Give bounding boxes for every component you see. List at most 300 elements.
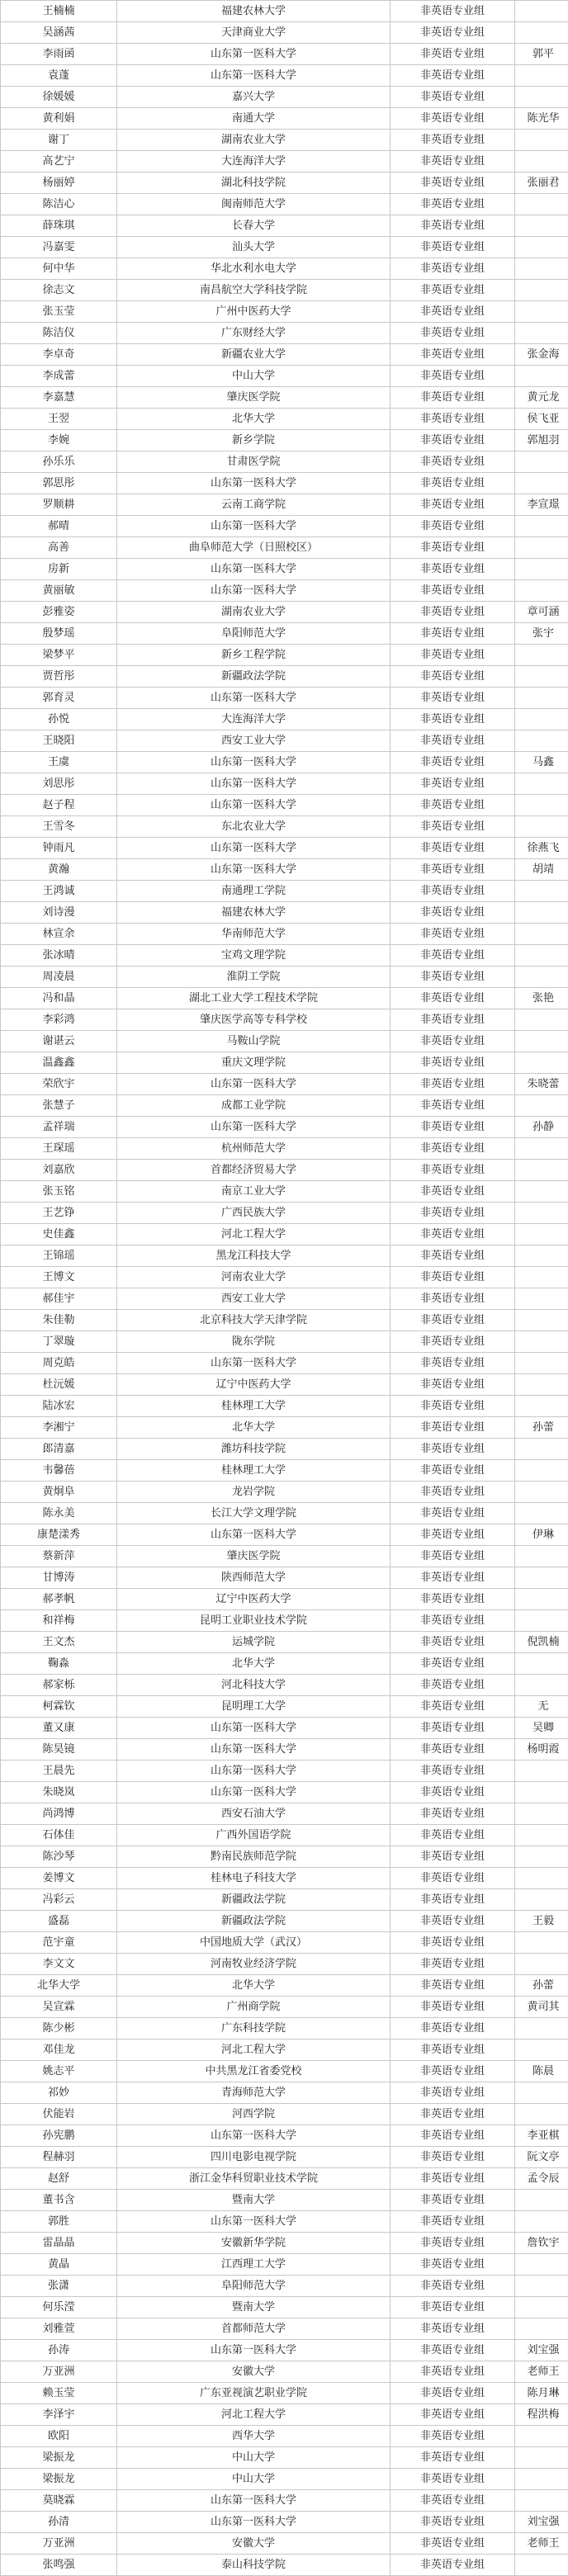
group-cell: 非英语专业组 [390, 516, 515, 537]
teacher-cell: 孙蕾 [515, 1417, 568, 1439]
teacher-cell [515, 709, 568, 730]
table-row [1, 215, 568, 237]
name-cell: 姜博文 [1, 1868, 117, 1889]
teacher-cell [515, 730, 568, 752]
teacher-cell [515, 516, 568, 537]
school-cell: 东北农业大学 [117, 816, 390, 838]
teacher-cell: 老师王 [515, 2361, 568, 2383]
name-cell: 尚鸿博 [1, 1803, 117, 1825]
table-row [1, 409, 568, 430]
name-cell: 孙涛 [1, 2340, 117, 2361]
school-cell: 山东第一医科大学 [117, 44, 390, 65]
name-cell: 柯霖钦 [1, 1696, 117, 1718]
group-cell: 非英语专业组 [390, 2361, 515, 2383]
group-cell: 非英语专业组 [390, 602, 515, 623]
group-cell: 非英语专业组 [390, 2533, 515, 2555]
name-cell: 荣欣宇 [1, 1074, 117, 1095]
school-cell: 昆明理工大学 [117, 1696, 390, 1718]
table-row [1, 516, 568, 537]
teacher-cell [515, 280, 568, 301]
group-cell: 非英语专业组 [390, 1696, 515, 1718]
school-cell: 山东第一医科大学 [117, 580, 390, 602]
table-row [1, 1203, 568, 1224]
group-cell: 非英语专业组 [390, 1460, 515, 1482]
group-cell: 非英语专业组 [390, 1052, 515, 1074]
table-row [1, 1954, 568, 1975]
table-row [1, 1632, 568, 1653]
teacher-cell [515, 2555, 568, 2576]
table-row [1, 1374, 568, 1396]
school-cell: 江西理工大学 [117, 2254, 390, 2276]
table-row [1, 237, 568, 258]
group-cell: 非英语专业组 [390, 194, 515, 215]
school-cell: 汕头大学 [117, 237, 390, 258]
name-cell: 王艺铮 [1, 1203, 117, 1224]
school-cell: 山东第一医科大学 [117, 752, 390, 773]
school-cell: 中共黑龙江省委党校 [117, 2061, 390, 2082]
table-row [1, 1074, 568, 1095]
name-cell: 吴涵茜 [1, 22, 117, 44]
name-cell: 周凌晨 [1, 967, 117, 988]
school-cell: 北华大学 [117, 1653, 390, 1675]
group-cell: 非英语专业组 [390, 1117, 515, 1138]
school-cell: 运城学院 [117, 1632, 390, 1653]
school-cell: 桂林电子科技大学 [117, 1868, 390, 1889]
teacher-cell: 朱晓蕾 [515, 1074, 568, 1095]
name-cell: 陆冰宏 [1, 1396, 117, 1417]
teacher-cell [515, 902, 568, 924]
name-cell: 王锦瑶 [1, 1245, 117, 1267]
teacher-cell: 詹钦宇 [515, 2233, 568, 2254]
school-cell: 肇庆医学高等专科学校 [117, 1009, 390, 1031]
group-cell: 非英语专业组 [390, 494, 515, 516]
group-cell: 非英语专业组 [390, 215, 515, 237]
teacher-cell: 孙蕾 [515, 1975, 568, 1997]
group-cell: 非英语专业组 [390, 580, 515, 602]
table-row [1, 2297, 568, 2318]
group-cell: 非英语专业组 [390, 1761, 515, 1782]
teacher-cell [515, 1052, 568, 1074]
school-cell: 嘉兴大学 [117, 87, 390, 108]
name-cell: 赵子程 [1, 795, 117, 816]
name-cell: 朱佳勒 [1, 1310, 117, 1331]
name-cell: 欧阳 [1, 2426, 117, 2447]
group-cell: 非英语专业组 [390, 2190, 515, 2211]
table-row [1, 194, 568, 215]
name-cell: 周克皓 [1, 1353, 117, 1374]
school-cell: 广西外国语学院 [117, 1825, 390, 1846]
group-cell: 非英语专业组 [390, 1524, 515, 1546]
table-row [1, 1245, 568, 1267]
teacher-cell: 陈晨 [515, 2061, 568, 2082]
group-cell: 非英语专业组 [390, 65, 515, 87]
school-cell: 山东第一医科大学 [117, 1524, 390, 1546]
table-row [1, 2190, 568, 2211]
school-cell: 首都师范大学 [117, 2318, 390, 2340]
school-cell: 桂林理工大学 [117, 1396, 390, 1417]
school-cell: 广州中医药大学 [117, 301, 390, 323]
table-row [1, 988, 568, 1009]
name-cell: 姚志平 [1, 2061, 117, 2082]
group-cell: 非英语专业组 [390, 537, 515, 559]
name-cell: 王博文 [1, 1267, 117, 1288]
name-cell: 范宇童 [1, 1932, 117, 1954]
group-cell: 非英语专业组 [390, 1138, 515, 1160]
group-cell: 非英语专业组 [390, 1825, 515, 1846]
table-row [1, 1911, 568, 1932]
teacher-cell [515, 1567, 568, 1589]
school-cell: 肇庆医学院 [117, 1546, 390, 1567]
name-cell: 薛珠琪 [1, 215, 117, 237]
group-cell: 非英语专业组 [390, 108, 515, 130]
school-cell: 广西民族大学 [117, 1203, 390, 1224]
school-cell: 黔南民族师范学院 [117, 1846, 390, 1868]
teacher-cell: 胡靖 [515, 859, 568, 881]
group-cell: 非英语专业组 [390, 258, 515, 280]
table-row [1, 1117, 568, 1138]
school-cell: 山东第一医科大学 [117, 2125, 390, 2147]
table-row [1, 2040, 568, 2061]
school-cell: 闽南师范大学 [117, 194, 390, 215]
teacher-cell: 倪凯楠 [515, 1632, 568, 1653]
school-cell: 昆明工业职业技术学院 [117, 1610, 390, 1632]
teacher-cell [515, 2190, 568, 2211]
name-cell: 李文文 [1, 1954, 117, 1975]
school-cell: 南昌航空大学科技学院 [117, 280, 390, 301]
school-cell: 辽宁中医药大学 [117, 1589, 390, 1610]
teacher-cell: 黄元龙 [515, 387, 568, 409]
teacher-cell [515, 1031, 568, 1052]
teacher-cell: 刘宝强 [515, 2340, 568, 2361]
school-cell: 山东第一医科大学 [117, 2490, 390, 2512]
school-cell: 中山大学 [117, 2447, 390, 2469]
name-cell: 高善 [1, 537, 117, 559]
table-row [1, 1567, 568, 1589]
school-cell: 大连海洋大学 [117, 709, 390, 730]
school-cell: 重庆文理学院 [117, 1052, 390, 1074]
table-row [1, 1439, 568, 1460]
group-cell: 非英语专业组 [390, 2104, 515, 2125]
group-cell: 非英语专业组 [390, 752, 515, 773]
teacher-cell [515, 2082, 568, 2104]
teacher-cell [515, 1138, 568, 1160]
table-row [1, 366, 568, 387]
table-row [1, 1031, 568, 1052]
group-cell: 非英语专业组 [390, 1632, 515, 1653]
group-cell: 非英语专业组 [390, 2490, 515, 2512]
group-cell: 非英语专业组 [390, 1031, 515, 1052]
name-cell: 张玉莹 [1, 301, 117, 323]
teacher-cell: 张艳 [515, 988, 568, 1009]
name-cell: 刘雅萱 [1, 2318, 117, 2340]
table-row [1, 1696, 568, 1718]
group-cell: 非英语专业组 [390, 2447, 515, 2469]
group-cell: 非英语专业组 [390, 2340, 515, 2361]
name-cell: 谢丁 [1, 130, 117, 151]
name-cell: 陈少彬 [1, 2018, 117, 2040]
school-cell: 肇庆医学院 [117, 387, 390, 409]
school-cell: 杭州师范大学 [117, 1138, 390, 1160]
table-row [1, 2318, 568, 2340]
school-cell: 中国地质大学（武汉） [117, 1932, 390, 1954]
teacher-cell [515, 559, 568, 580]
school-cell: 甘肃医学院 [117, 451, 390, 473]
school-cell: 广东财经大学 [117, 323, 390, 344]
table-row [1, 2512, 568, 2533]
teacher-cell [515, 194, 568, 215]
group-cell: 非英语专业组 [390, 430, 515, 451]
school-cell: 华北水利水电大学 [117, 258, 390, 280]
group-cell: 非英语专业组 [390, 323, 515, 344]
group-cell: 非英语专业组 [390, 1181, 515, 1203]
group-cell: 非英语专业组 [390, 1482, 515, 1503]
name-cell: 康楚漾秀 [1, 1524, 117, 1546]
teacher-cell [515, 1160, 568, 1181]
name-cell: 王鸿诚 [1, 881, 117, 902]
teacher-cell: 李亚棋 [515, 2125, 568, 2147]
name-cell: 董又康 [1, 1718, 117, 1739]
table-row [1, 1052, 568, 1074]
group-cell: 非英语专业组 [390, 2297, 515, 2318]
group-cell: 非英语专业组 [390, 2233, 515, 2254]
table-row [1, 1782, 568, 1803]
name-cell: 董书含 [1, 2190, 117, 2211]
group-cell: 非英语专业组 [390, 1160, 515, 1181]
name-cell: 陈沙琴 [1, 1846, 117, 1868]
teacher-cell: 张金海 [515, 344, 568, 366]
teacher-cell: 程洪梅 [515, 2404, 568, 2426]
teacher-cell: 侯飞亚 [515, 409, 568, 430]
school-cell: 长江大学文理学院 [117, 1503, 390, 1524]
school-cell: 山东第一医科大学 [117, 1117, 390, 1138]
group-cell: 非英语专业组 [390, 988, 515, 1009]
table-row [1, 752, 568, 773]
group-cell: 非英语专业组 [390, 1718, 515, 1739]
school-cell: 中山大学 [117, 366, 390, 387]
teacher-cell: 徐燕飞 [515, 838, 568, 859]
teacher-cell [515, 2490, 568, 2512]
group-cell: 非英语专业组 [390, 344, 515, 366]
table-row [1, 473, 568, 494]
school-cell: 河北工程大学 [117, 2404, 390, 2426]
table-row [1, 688, 568, 709]
school-cell: 马鞍山学院 [117, 1031, 390, 1052]
table-row [1, 151, 568, 173]
group-cell: 非英语专业组 [390, 1975, 515, 1997]
school-cell: 山东第一医科大学 [117, 1739, 390, 1761]
teacher-cell [515, 366, 568, 387]
table-row [1, 2447, 568, 2469]
name-cell: 刘诗漫 [1, 902, 117, 924]
name-cell: 殷梦瑶 [1, 623, 117, 645]
table-row [1, 1009, 568, 1031]
school-cell: 西安工业大学 [117, 1288, 390, 1310]
table-row [1, 1868, 568, 1889]
table-row [1, 2168, 568, 2190]
teacher-cell [515, 1267, 568, 1288]
name-cell: 邓佳龙 [1, 2040, 117, 2061]
group-cell: 非英语专业组 [390, 2040, 515, 2061]
school-cell: 长春大学 [117, 215, 390, 237]
name-cell: 温鑫鑫 [1, 1052, 117, 1074]
group-cell: 非英语专业组 [390, 2318, 515, 2340]
name-cell: 梁振龙 [1, 2469, 117, 2490]
teacher-cell [515, 1825, 568, 1846]
teacher-cell [515, 215, 568, 237]
school-cell: 河南农业大学 [117, 1267, 390, 1288]
school-cell: 新乡工程学院 [117, 645, 390, 666]
name-cell: 王雪冬 [1, 816, 117, 838]
school-cell: 中山大学 [117, 2469, 390, 2490]
table-row [1, 666, 568, 688]
name-cell: 莫晓霖 [1, 2490, 117, 2512]
school-cell: 暨南大学 [117, 2190, 390, 2211]
group-cell: 非英语专业组 [390, 409, 515, 430]
table-row [1, 1975, 568, 1997]
group-cell: 非英语专业组 [390, 1417, 515, 1439]
teacher-cell [515, 323, 568, 344]
name-cell: 林宣余 [1, 924, 117, 945]
group-cell: 非英语专业组 [390, 1009, 515, 1031]
teacher-cell [515, 688, 568, 709]
teacher-cell [515, 2040, 568, 2061]
teacher-cell [515, 1889, 568, 1911]
table-row [1, 1396, 568, 1417]
teacher-cell [515, 22, 568, 44]
name-cell: 郎清嘉 [1, 1439, 117, 1460]
school-cell: 北京科技大学天津学院 [117, 1310, 390, 1331]
teacher-cell [515, 2104, 568, 2125]
school-cell: 华南师范大学 [117, 924, 390, 945]
name-cell: 李婉 [1, 430, 117, 451]
teacher-cell: 刘宝强 [515, 2512, 568, 2533]
table-row [1, 2233, 568, 2254]
table-row [1, 2555, 568, 2576]
school-cell: 青海师范大学 [117, 2082, 390, 2104]
school-cell: 南京工业大学 [117, 1181, 390, 1203]
table-row [1, 1181, 568, 1203]
teacher-cell [515, 1245, 568, 1267]
name-cell: 彭雅姿 [1, 602, 117, 623]
teacher-cell [515, 816, 568, 838]
school-cell: 河北工程大学 [117, 2040, 390, 2061]
school-cell: 山东第一医科大学 [117, 2340, 390, 2361]
teacher-cell [515, 645, 568, 666]
table-row [1, 967, 568, 988]
teacher-cell [515, 1761, 568, 1782]
table-row [1, 1460, 568, 1482]
group-cell: 非英语专业组 [390, 1589, 515, 1610]
group-cell: 非英语专业组 [390, 2276, 515, 2297]
group-cell: 非英语专业组 [390, 1846, 515, 1868]
name-cell: 万亚洲 [1, 2361, 117, 2383]
school-cell: 安徽大学 [117, 2361, 390, 2383]
school-cell: 曲阜师范大学（日照校区） [117, 537, 390, 559]
teacher-cell: 孙静 [515, 1117, 568, 1138]
group-cell: 非英语专业组 [390, 1374, 515, 1396]
teacher-cell [515, 65, 568, 87]
teacher-cell [515, 1546, 568, 1567]
teacher-cell [515, 1288, 568, 1310]
table-row [1, 1803, 568, 1825]
group-cell: 非英语专业组 [390, 2147, 515, 2168]
teacher-cell [515, 1095, 568, 1117]
teacher-cell [515, 151, 568, 173]
teacher-cell [515, 130, 568, 151]
teacher-cell [515, 1954, 568, 1975]
name-cell: 何乐滢 [1, 2297, 117, 2318]
table-row [1, 623, 568, 645]
table-row [1, 816, 568, 838]
group-cell: 非英语专业组 [390, 666, 515, 688]
school-cell: 南通大学 [117, 108, 390, 130]
table-row [1, 1932, 568, 1954]
school-cell: 山东第一医科大学 [117, 2211, 390, 2233]
group-cell: 非英语专业组 [390, 1782, 515, 1803]
table-row [1, 730, 568, 752]
group-cell: 非英语专业组 [390, 795, 515, 816]
group-cell: 非英语专业组 [390, 645, 515, 666]
table-row [1, 1224, 568, 1245]
table-row [1, 602, 568, 623]
teacher-cell [515, 2447, 568, 2469]
group-cell: 非英语专业组 [390, 1868, 515, 1889]
table-row [1, 2383, 568, 2404]
name-cell: 史佳鑫 [1, 1224, 117, 1245]
teacher-cell [515, 87, 568, 108]
group-cell: 非英语专业组 [390, 1803, 515, 1825]
teacher-cell [515, 1482, 568, 1503]
group-cell: 非英语专业组 [390, 280, 515, 301]
group-cell: 非英语专业组 [390, 2211, 515, 2233]
name-cell: 孙悦 [1, 709, 117, 730]
teacher-cell [515, 881, 568, 902]
group-cell: 非英语专业组 [390, 1310, 515, 1331]
school-cell: 泰山科技学院 [117, 2555, 390, 2576]
school-cell: 北华大学 [117, 1975, 390, 1997]
teacher-cell [515, 1932, 568, 1954]
name-cell: 郝晴 [1, 516, 117, 537]
table-row [1, 945, 568, 967]
group-cell: 非英语专业组 [390, 1095, 515, 1117]
name-cell: 郝孝帆 [1, 1589, 117, 1610]
school-cell: 福建农林大学 [117, 1, 390, 22]
name-cell: 陈洁仪 [1, 323, 117, 344]
teacher-cell [515, 1803, 568, 1825]
group-cell: 非英语专业组 [390, 1396, 515, 1417]
teacher-cell [515, 1331, 568, 1353]
group-cell: 非英语专业组 [390, 151, 515, 173]
group-cell: 非英语专业组 [390, 1074, 515, 1095]
school-cell: 潍坊科技学院 [117, 1439, 390, 1460]
table-row [1, 1310, 568, 1331]
group-cell: 非英语专业组 [390, 2018, 515, 2040]
school-cell: 新疆政法学院 [117, 1911, 390, 1932]
group-cell: 非英语专业组 [390, 130, 515, 151]
name-cell: 徐媛媛 [1, 87, 117, 108]
name-cell: 刘嘉欣 [1, 1160, 117, 1181]
table-row [1, 2254, 568, 2276]
group-cell: 非英语专业组 [390, 2404, 515, 2426]
school-cell: 安徽新华学院 [117, 2233, 390, 2254]
group-cell: 非英语专业组 [390, 902, 515, 924]
name-cell: 王晨先 [1, 1761, 117, 1782]
table-row [1, 1095, 568, 1117]
school-cell: 山东第一医科大学 [117, 688, 390, 709]
table-row [1, 22, 568, 44]
school-cell: 西安工业大学 [117, 730, 390, 752]
group-cell: 非英语专业组 [390, 2125, 515, 2147]
